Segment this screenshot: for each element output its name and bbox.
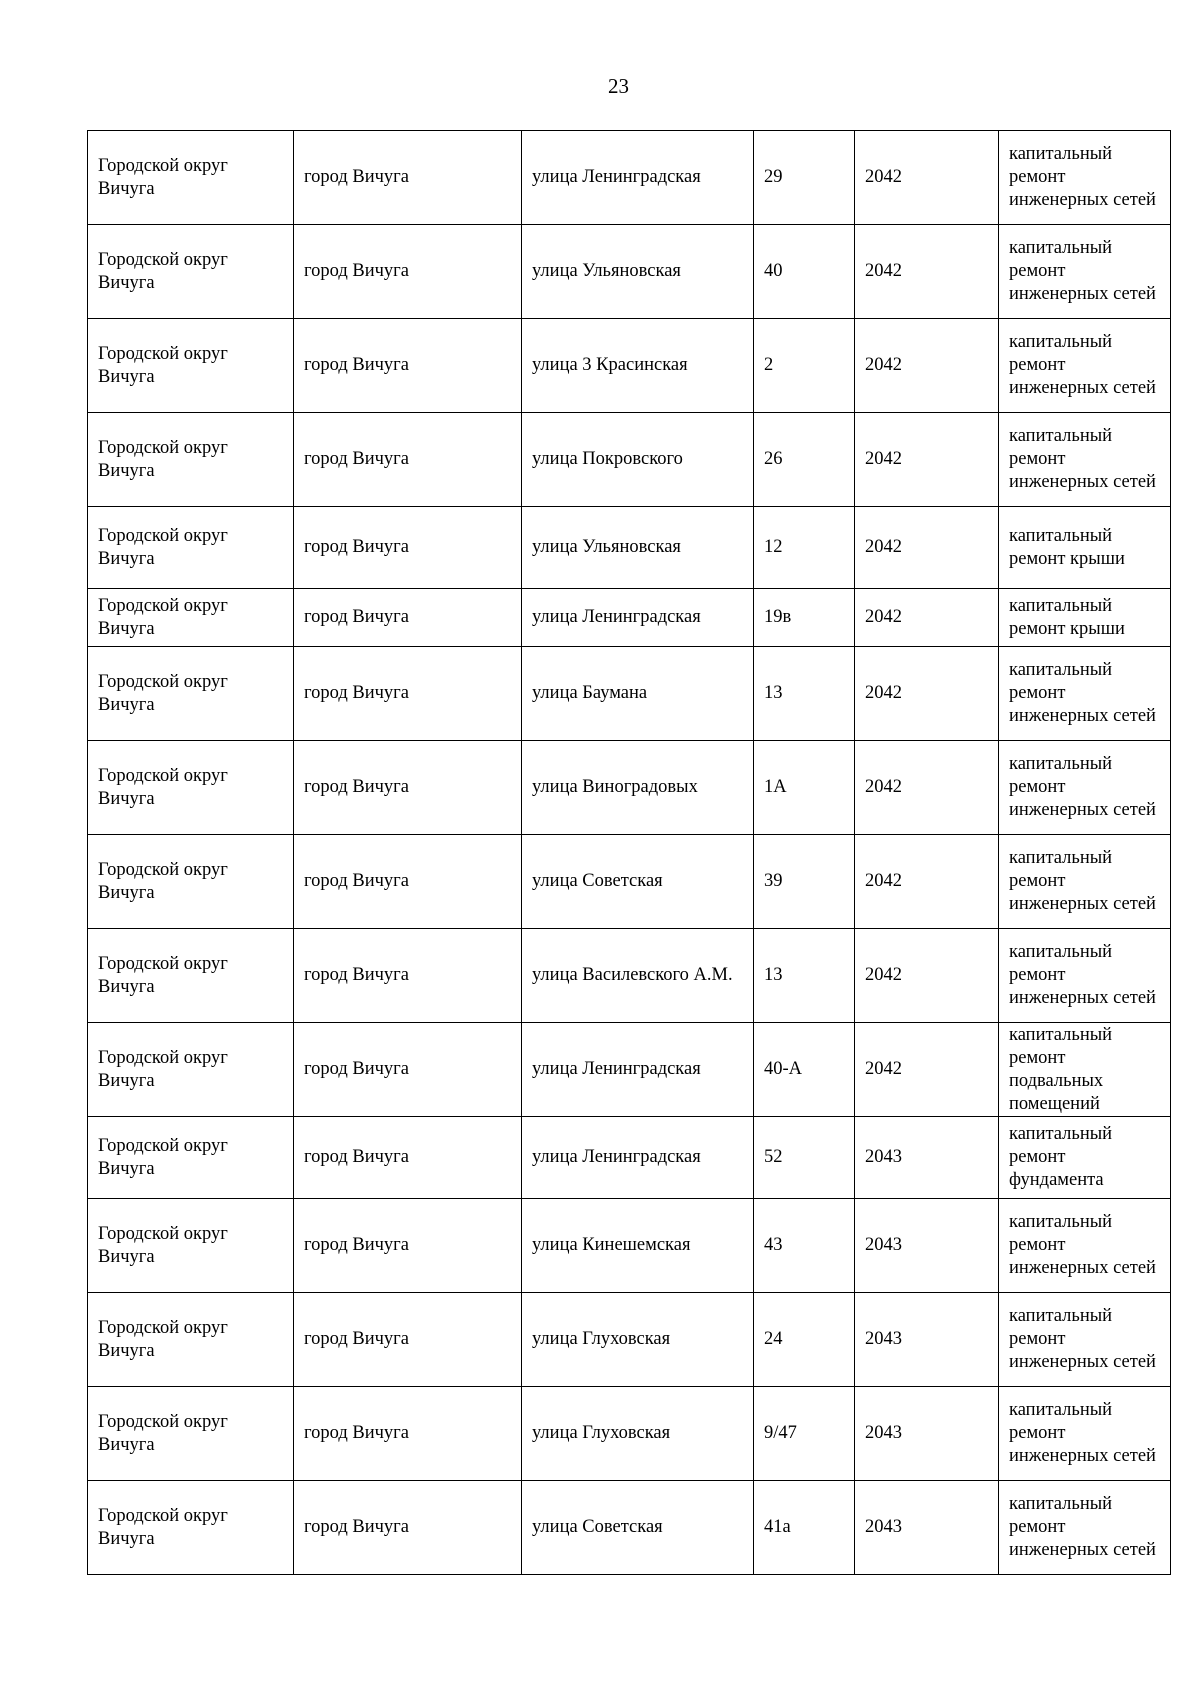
municipality-cell: Городской округ Вичуга (88, 1023, 294, 1117)
street-cell: улица Кинешемская (522, 1199, 754, 1293)
street-cell: улица Василевского А.М. (522, 929, 754, 1023)
work-type-cell: капитальный ремонт инженерных сетей (999, 647, 1171, 741)
work-type-cell: капитальный ремонт инженерных сетей (999, 835, 1171, 929)
municipality-cell: Городской округ Вичуга (88, 1481, 294, 1575)
year-cell: 2042 (855, 1023, 999, 1117)
municipality-cell: Городской округ Вичуга (88, 1293, 294, 1387)
year-cell: 2042 (855, 741, 999, 835)
work-type-cell: капитальный ремонт инженерных сетей (999, 1387, 1171, 1481)
settlement-cell: город Вичуга (294, 589, 522, 647)
municipality-cell: Городской округ Вичуга (88, 319, 294, 413)
year-cell: 2042 (855, 647, 999, 741)
municipality-cell: Городской округ Вичуга (88, 1117, 294, 1199)
work-type-cell: капитальный ремонт фундамента (999, 1117, 1171, 1199)
street-cell: улица Ульяновская (522, 507, 754, 589)
municipality-cell: Городской округ Вичуга (88, 225, 294, 319)
house-number-cell: 40 (754, 225, 855, 319)
municipality-cell: Городской округ Вичуга (88, 1199, 294, 1293)
table-row (88, 741, 1171, 835)
year-cell: 2042 (855, 589, 999, 647)
year-cell: 2042 (855, 929, 999, 1023)
year-cell: 2042 (855, 319, 999, 413)
settlement-cell: город Вичуга (294, 1023, 522, 1117)
house-number-cell: 13 (754, 929, 855, 1023)
table-row (88, 413, 1171, 507)
settlement-cell: город Вичуга (294, 225, 522, 319)
work-type-cell: капитальный ремонт инженерных сетей (999, 1199, 1171, 1293)
work-type-cell: капитальный ремонт инженерных сетей (999, 413, 1171, 507)
year-cell: 2043 (855, 1199, 999, 1293)
settlement-cell: город Вичуга (294, 1387, 522, 1481)
table-row (88, 1481, 1171, 1575)
year-cell: 2043 (855, 1481, 999, 1575)
street-cell: улица Ленинградская (522, 589, 754, 647)
work-type-cell: капитальный ремонт инженерных сетей (999, 1293, 1171, 1387)
house-number-cell: 43 (754, 1199, 855, 1293)
work-type-cell: капитальный ремонт инженерных сетей (999, 319, 1171, 413)
house-number-cell: 19в (754, 589, 855, 647)
street-cell: улица Виноградовых (522, 741, 754, 835)
work-type-cell: капитальный ремонт инженерных сетей (999, 929, 1171, 1023)
house-number-cell: 12 (754, 507, 855, 589)
house-number-cell: 2 (754, 319, 855, 413)
street-cell: улица Ленинградская (522, 1023, 754, 1117)
municipality-cell: Городской округ Вичуга (88, 741, 294, 835)
municipality-cell: Городской округ Вичуга (88, 929, 294, 1023)
repair-schedule-table (87, 130, 1171, 1575)
house-number-cell: 9/47 (754, 1387, 855, 1481)
work-type-cell: капитальный ремонт инженерных сетей (999, 225, 1171, 319)
work-type-cell: капитальный ремонт инженерных сетей (999, 131, 1171, 225)
house-number-cell: 29 (754, 131, 855, 225)
street-cell: улица Ленинградская (522, 131, 754, 225)
table-row (88, 225, 1171, 319)
municipality-cell: Городской округ Вичуга (88, 589, 294, 647)
settlement-cell: город Вичуга (294, 1481, 522, 1575)
table-row (88, 1117, 1171, 1199)
municipality-cell: Городской округ Вичуга (88, 507, 294, 589)
street-cell: улица Глуховская (522, 1387, 754, 1481)
settlement-cell: город Вичуга (294, 319, 522, 413)
settlement-cell: город Вичуга (294, 507, 522, 589)
street-cell: улица Советская (522, 1481, 754, 1575)
street-cell: улица 3 Красинская (522, 319, 754, 413)
street-cell: улица Ленинградская (522, 1117, 754, 1199)
street-cell: улица Баумана (522, 647, 754, 741)
settlement-cell: город Вичуга (294, 741, 522, 835)
settlement-cell: город Вичуга (294, 131, 522, 225)
settlement-cell: город Вичуга (294, 647, 522, 741)
table-row (88, 131, 1171, 225)
year-cell: 2042 (855, 507, 999, 589)
work-type-cell: капитальный ремонт крыши (999, 589, 1171, 647)
street-cell: улица Ульяновская (522, 225, 754, 319)
year-cell: 2043 (855, 1117, 999, 1199)
house-number-cell: 13 (754, 647, 855, 741)
table-row (88, 1199, 1171, 1293)
table-row (88, 929, 1171, 1023)
municipality-cell: Городской округ Вичуга (88, 413, 294, 507)
year-cell: 2042 (855, 131, 999, 225)
street-cell: улица Советская (522, 835, 754, 929)
settlement-cell: город Вичуга (294, 1293, 522, 1387)
street-cell: улица Глуховская (522, 1293, 754, 1387)
municipality-cell: Городской округ Вичуга (88, 1387, 294, 1481)
house-number-cell: 40-А (754, 1023, 855, 1117)
house-number-cell: 26 (754, 413, 855, 507)
work-type-cell: капитальный ремонт крыши (999, 507, 1171, 589)
table-row (88, 1387, 1171, 1481)
house-number-cell: 41а (754, 1481, 855, 1575)
municipality-cell: Городской округ Вичуга (88, 647, 294, 741)
year-cell: 2043 (855, 1293, 999, 1387)
table-body (88, 131, 1171, 1575)
settlement-cell: город Вичуга (294, 1199, 522, 1293)
work-type-cell: капитальный ремонт инженерных сетей (999, 1481, 1171, 1575)
settlement-cell: город Вичуга (294, 1117, 522, 1199)
municipality-cell: Городской округ Вичуга (88, 131, 294, 225)
settlement-cell: город Вичуга (294, 413, 522, 507)
work-type-cell: капитальный ремонт подвальных помещений (999, 1023, 1171, 1117)
settlement-cell: город Вичуга (294, 929, 522, 1023)
year-cell: 2042 (855, 225, 999, 319)
year-cell: 2043 (855, 1387, 999, 1481)
table-row (88, 319, 1171, 413)
house-number-cell: 52 (754, 1117, 855, 1199)
page-number: 23 (608, 74, 629, 98)
settlement-cell: город Вичуга (294, 835, 522, 929)
table-row (88, 507, 1171, 589)
house-number-cell: 39 (754, 835, 855, 929)
table-row (88, 589, 1171, 647)
work-type-cell: капитальный ремонт инженерных сетей (999, 741, 1171, 835)
municipality-cell: Городской округ Вичуга (88, 835, 294, 929)
year-cell: 2042 (855, 835, 999, 929)
table-row (88, 835, 1171, 929)
year-cell: 2042 (855, 413, 999, 507)
table-row (88, 647, 1171, 741)
table-row (88, 1293, 1171, 1387)
table-row (88, 1023, 1171, 1117)
house-number-cell: 1А (754, 741, 855, 835)
house-number-cell: 24 (754, 1293, 855, 1387)
street-cell: улица Покровского (522, 413, 754, 507)
